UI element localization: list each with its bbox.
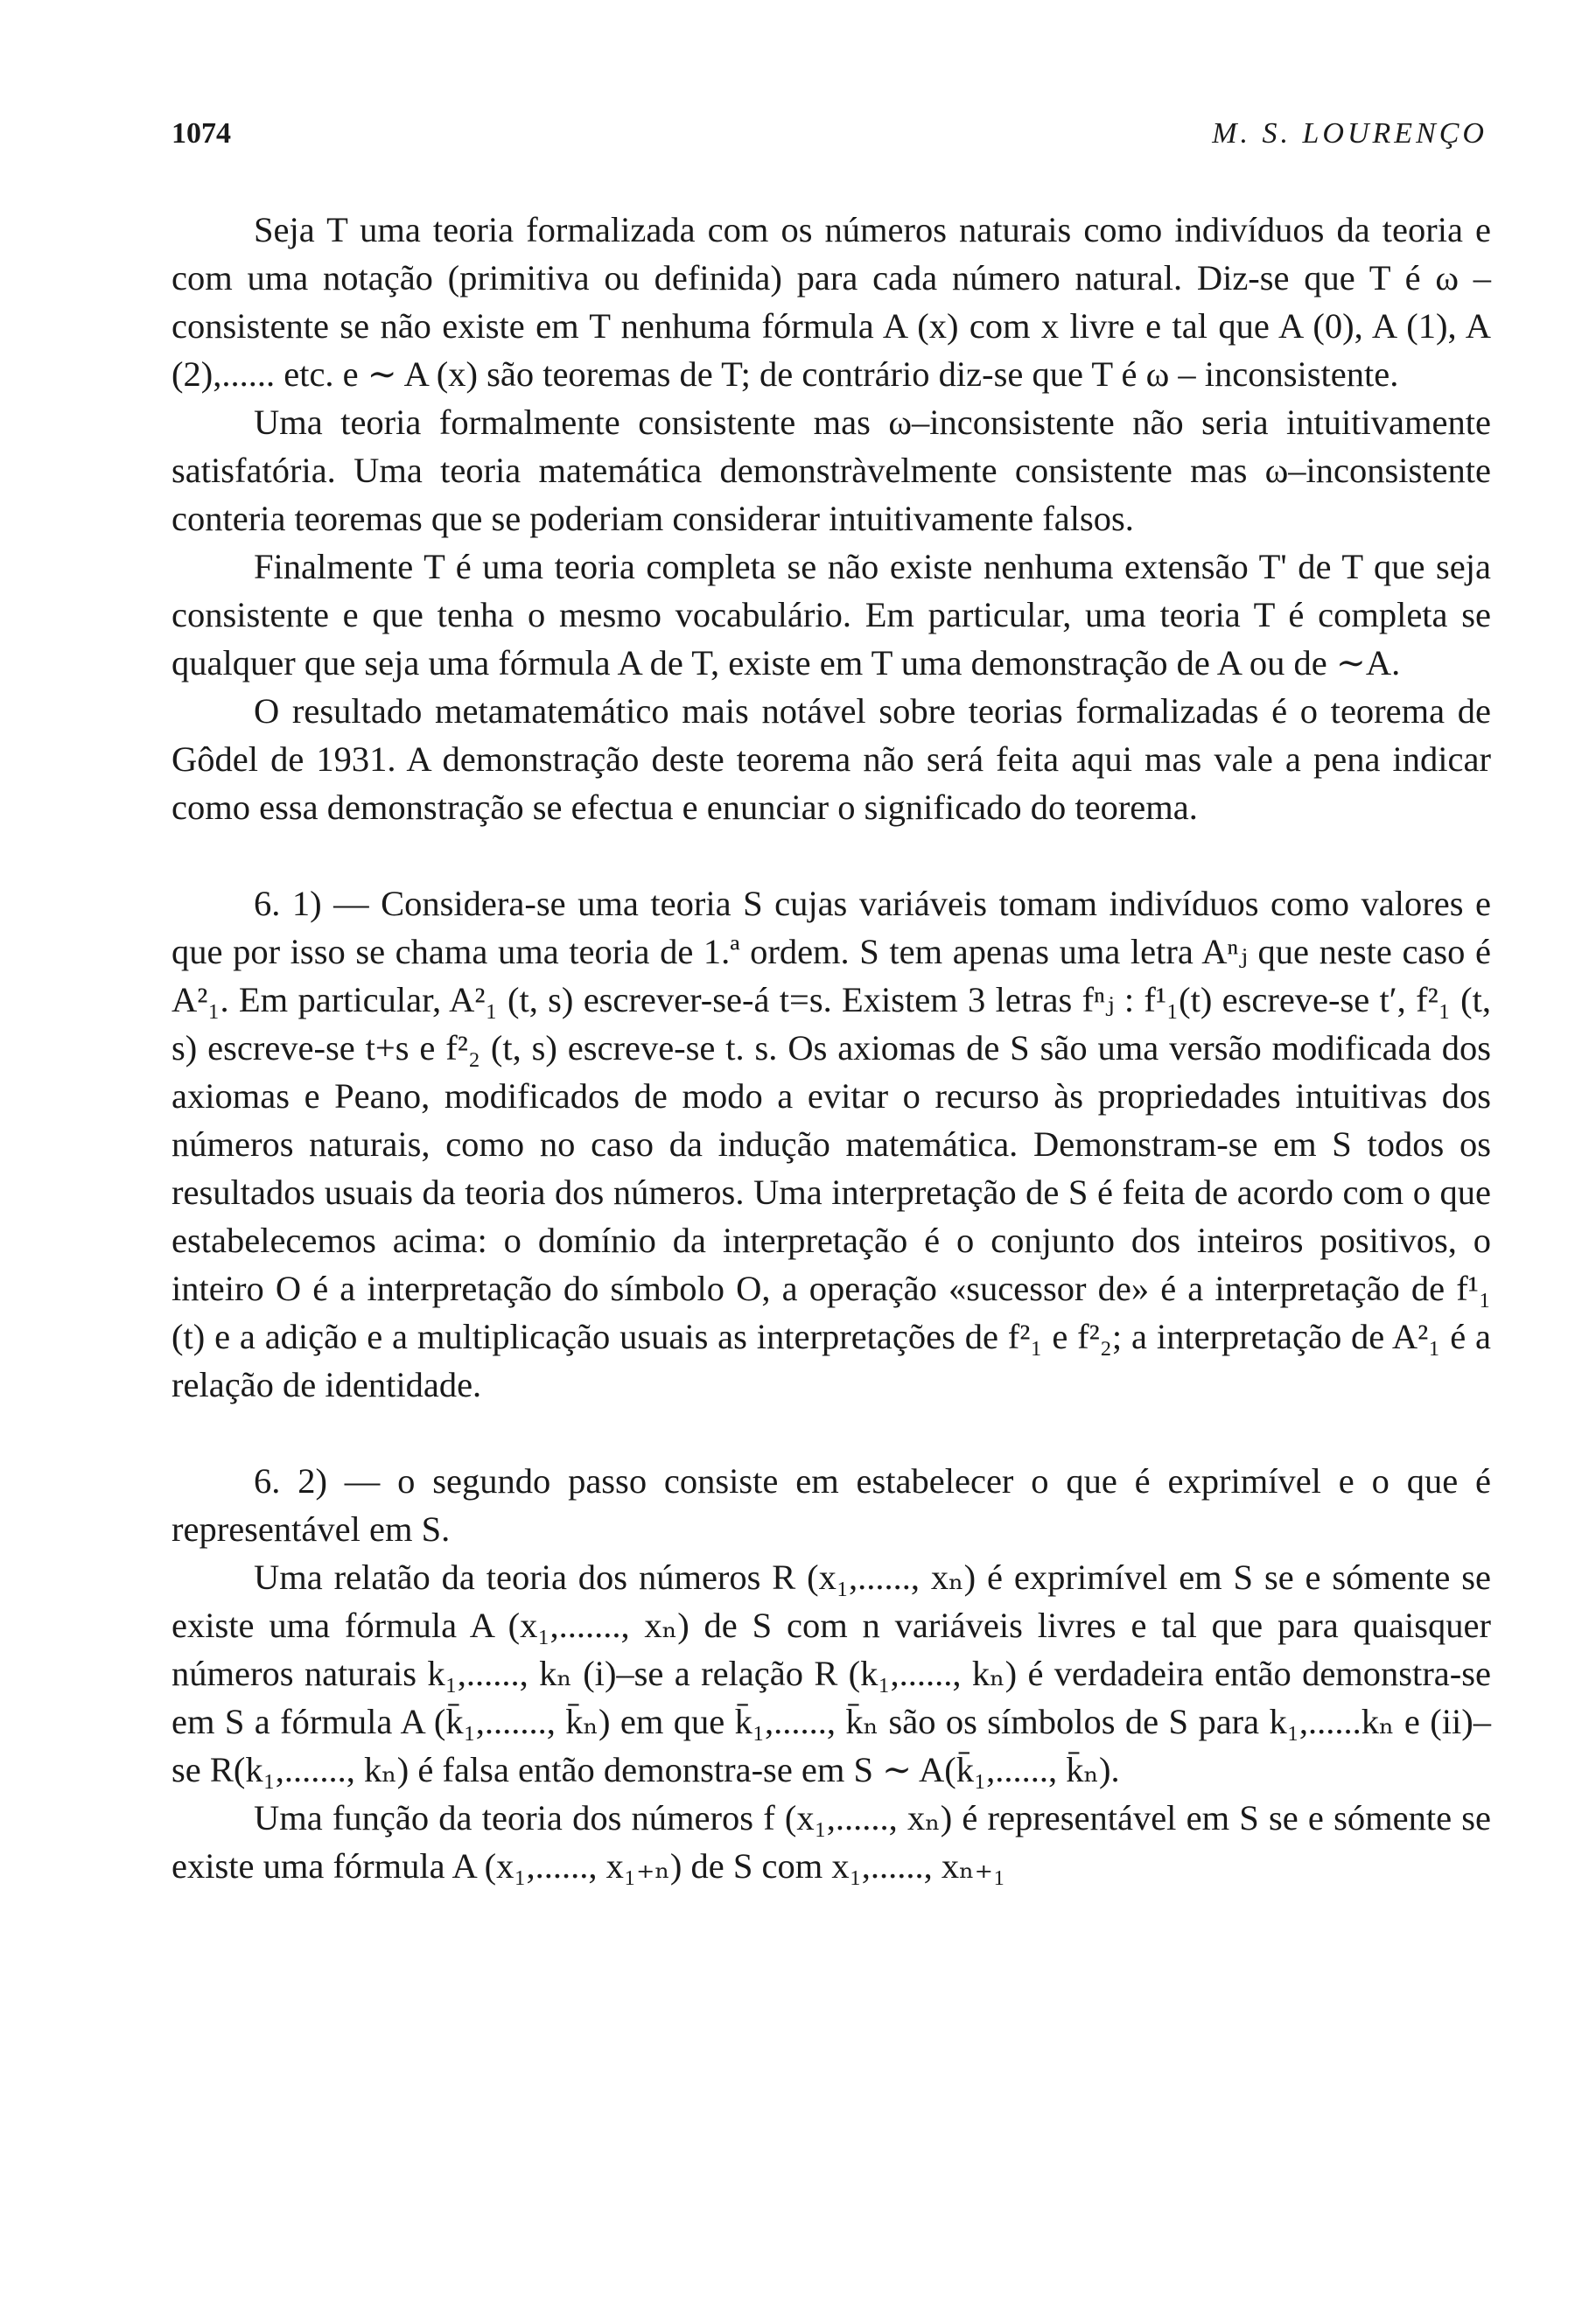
paragraph: Seja T uma teoria formalizada com os números naturais como indivíduos da teoria e com uma notação (primitiva ou definida) para cada número natural. Diz-se que T é ω – consistente se não existe em T nenhuma fórmula A (x) com x livre e tal que A (0), A (1), A (2),...... etc. e ∼ A (x) são teoremas de T; de contrário diz-se que T é ω – inconsistente. bbox=[172, 210, 1491, 394]
section-gap bbox=[172, 831, 1491, 879]
section-paragraph: 6. 1) — Considera-se uma teoria S cujas variáveis tomam indivíduos como valores e que por isso se chama uma teoria de 1.ª ordem. S tem apenas uma letra Aⁿⱼ que neste caso é A²₁. Em particular, A²₁ (t, s) escrever-se-á t=s. Existem 3 letras fⁿⱼ : f¹₁(t) escreve-se t′, f²₁ (t, s) escreve-se t+s e f²₂ (t, s) escreve-se t. s. Os axiomas de S são uma versão modificada dos axiomas e Peano, modificados de modo a evitar o recurso às propriedades intuitivas dos números naturais, como no caso da indução matemática. Demonstram-se em S todos os resultados usuais da teoria dos números. Uma interpretação de S é feita de acordo com o que estabelecemos acima: o domínio da interpretação é o conjunto dos inteiros positivos, o inteiro O é a interpretação do símbolo O, a operação «sucessor de» é a interpretação de f¹₁ (t) e a adição e a multiplicação usuais as interpretações de f²₁ e f²₂; a interpretação de A²₁ é a relação de identidade. bbox=[172, 884, 1491, 1404]
paragraph: Uma teoria formalmente consistente mas ω–inconsistente não seria intuitivamente satisfatória. Uma teoria matemática demonstràvelmente consistente mas ω–inconsistente conteria teoremas que se poderiam considerar intuitivamente falsos. bbox=[172, 402, 1491, 538]
page-header bbox=[172, 117, 1488, 161]
page-number: 1074 bbox=[172, 117, 231, 150]
paragraph: Finalmente T é uma teoria completa se não existe nenhuma extensão T' de T que seja consistente e que tenha o mesmo vocabulário. Em particular, uma teoria T é completa se qualquer que seja uma fórmula A de T, existe em T uma demonstração de A ou de ∼A. bbox=[172, 547, 1491, 682]
paragraph: Uma função da teoria dos números f (x₁,......, xₙ) é representável em S se e sómente se existe uma fórmula A (x₁,......, x₁₊ₙ) de S com x₁,......, xₙ₊₁ bbox=[172, 1798, 1491, 1886]
body-text bbox=[172, 206, 1491, 1890]
section-gap bbox=[172, 1409, 1491, 1457]
section-paragraph: 6. 2) — o segundo passo consiste em estabelecer o que é exprimível e o que é representável em S. bbox=[172, 1461, 1491, 1549]
paragraph: Uma relatão da teoria dos números R (x₁,......, xₙ) é exprimível em S se e sómente se existe uma fórmula A (x₁,......., xₙ) de S com n variáveis livres e tal que para quaisquer números naturais k₁,......, kₙ (i)–se a relação R (k₁,......, kₙ) é verdadeira então demonstra-se em S a fórmula A (k̄₁,......., k̄ₙ) em que k̄₁,......, k̄ₙ são os símbolos de S para k₁,......kₙ e (ii)– se R(k₁,......., kₙ) é falsa então demonstra-se em S ∼ A(k̄₁,......, k̄ₙ). bbox=[172, 1558, 1491, 1789]
running-head: M. S. LOURENÇO bbox=[1212, 117, 1488, 150]
paragraph: O resultado metamatemático mais notável sobre teorias formalizadas é o teorema de Gôdel de 1931. A demonstração deste teorema não será feita aqui mas vale a pena indicar como essa demonstração se efectua e enunciar o significado do teorema. bbox=[172, 691, 1491, 827]
